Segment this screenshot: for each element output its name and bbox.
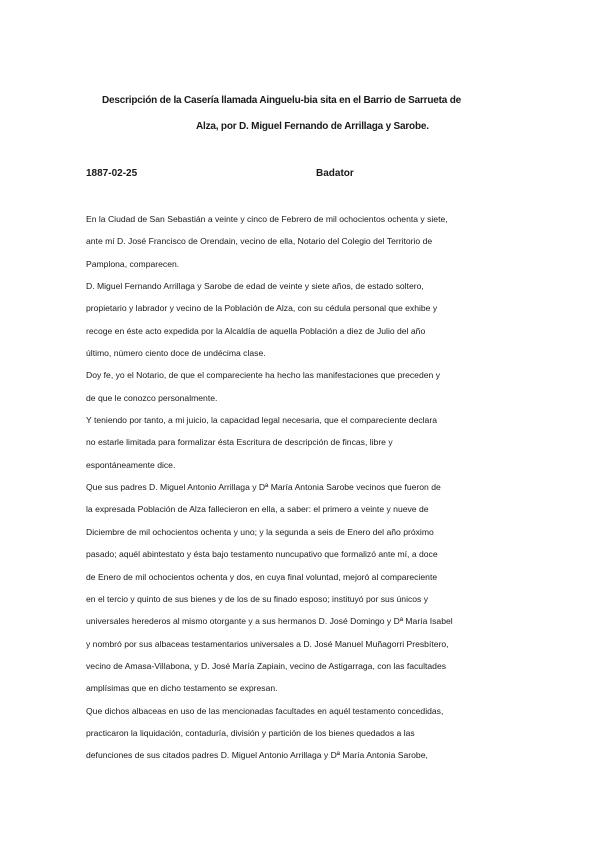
body-line: de que le conozco personalmente.: [86, 392, 218, 403]
body-line: Que sus padres D. Miguel Antonio Arrillaga y Dª María Antonia Sarobe vecinos que fueron de: [86, 482, 441, 493]
document-title-line-1: Descripción de la Casería llamada Ainguelu-bia sita en el Barrio de Sarrueta de: [102, 95, 461, 106]
body-line: la expresada Población de Alza fallecieron en ella, a saber: el primero a veinte y nueve de: [86, 504, 429, 515]
body-line: Doy fe, yo el Notario, de que el compareciente ha hecho las manifestaciones que preceden y: [86, 370, 440, 381]
body-line: D. Miguel Fernando Arrillaga y Sarobe de edad de veinte y siete años, de estado soltero,: [86, 281, 424, 292]
body-line: en el tercio y quinto de sus bienes y de los de su finado esposo; instituyó por sus únicos y: [86, 593, 429, 604]
body-line: espontáneamente dice.: [86, 459, 176, 470]
body-line: vecino de Amasa-Villabona, y D. José María Zapiain, vecino de Astigarraga, con las facultades: [86, 660, 447, 671]
body-line: recoge en éste acto expedida por la Alcaldía de aquella Población a diez de Julio del año: [86, 325, 426, 336]
document-date: 1887-02-25: [86, 168, 138, 179]
body-line: universales herederos al mismo otorgante y a sus hermanos D. José Domingo y Dª María Isabel: [86, 616, 453, 627]
body-line: Que dichos albaceas en uso de las mencionadas facultades en aquél testamento concedidas,: [86, 705, 444, 716]
body-line: ante mí D. José Francisco de Orendain, vecino de ella, Notario del Colegio del Territorio de: [86, 236, 433, 247]
body-line: no estarle limitada para formalizar ésta Escritura de descripción de fincas, libre y: [86, 437, 393, 448]
body-line: de Enero de mil ochocientos ochenta y dos, en cuya final voluntad, mejoró al compareciente: [86, 571, 438, 582]
body-line: y nombró por sus albaceas testamentarios universales a D. José Manuel Muñagorri Presbítero,: [86, 638, 449, 649]
document-body: [86, 208, 526, 767]
body-line: amplísimas que en dicho testamento se expresan.: [86, 683, 278, 694]
document-title-line-2: Alza, por D. Miguel Fernando de Arrillaga y Sarobe.: [196, 121, 429, 132]
notary-name: Badator: [316, 168, 354, 179]
body-line: pasado; aquél abintestato y ésta bajo testamento nuncupativo que formalizó ante mí, a doce: [86, 549, 438, 560]
body-line: defunciones de sus citados padres D. Miguel Antonio Arrillaga y Dª María Antonia Sarobe,: [86, 750, 428, 761]
body-line: practicaron la liquidación, contaduría, división y partición de los bienes quedados a las: [86, 727, 415, 738]
body-line: Y teniendo por tanto, a mi juicio, la capacidad legal necesaria, que el compareciente declara: [86, 415, 437, 426]
body-line: propietario y labrador y vecino de la Población de Alza, con su cédula personal que exhibe y: [86, 303, 438, 314]
body-line: último, número ciento doce de undécima clase.: [86, 348, 266, 359]
body-line: Pamplona, comparecen.: [86, 258, 180, 269]
body-line: En la Ciudad de San Sebastián a veinte y cinco de Febrero de mil ochocientos ochenta y siete,: [86, 214, 448, 224]
body-line: Diciembre de mil ochocientos ochenta y uno; y la segunda a seis de Enero del año próximo: [86, 526, 434, 537]
